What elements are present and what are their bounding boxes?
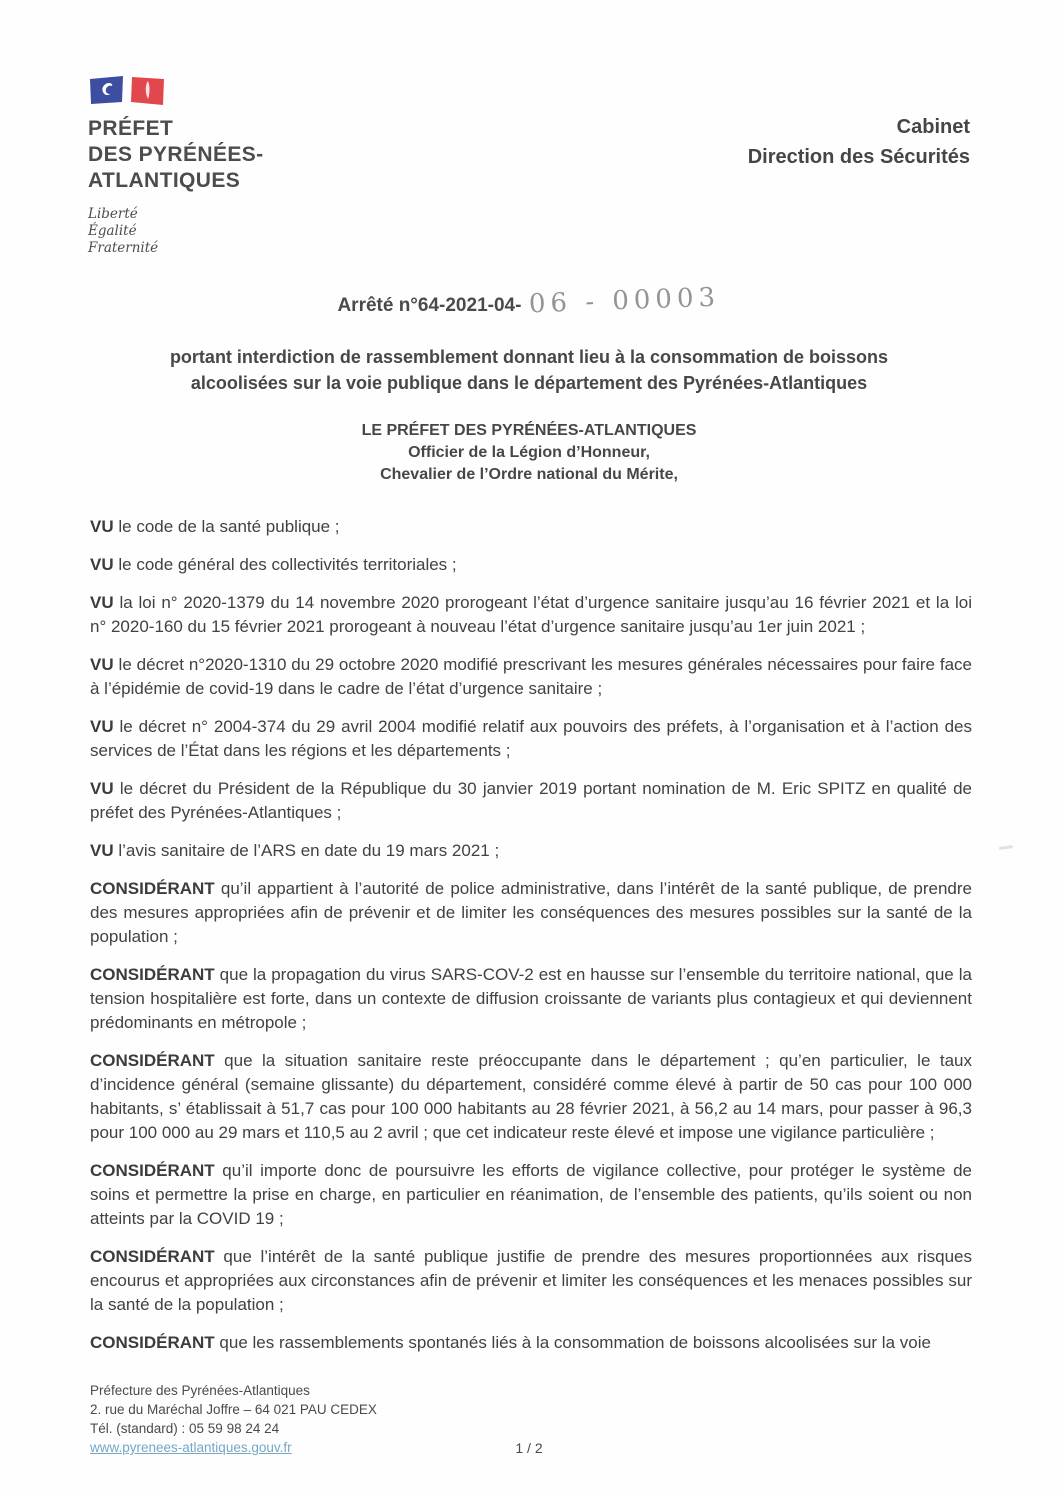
issuer-block: LE PRÉFET DES PYRÉNÉES-ATLANTIQUES Officier de la Légion d’Honneur, Chevalier de l’Ordre national du Mérite, <box>361 422 697 483</box>
paragraph-text: que la situation sanitaire reste préoccupante dans le département ; qu’en particulier, le taux d’incidence général (semaine glissante) du département, considéré comme élevé à partir de 50 cas pour 100 000 habitants, s’ établissait à 51,7 cas pour 100 000 habitants au 28 février 2021, à 56,2 au 14 mars, pour passer à 96,3 pour 100 000 au 29 mars et 110,5 au 2 avril ; que cet indicateur reste élevé et impose une vigilance particulière ; <box>90 1051 972 1142</box>
decree-number-handwritten: 06 - 00003 <box>528 282 721 320</box>
paragraph-lead: VU <box>90 517 114 536</box>
footer-address: Préfecture des Pyrénées-Atlantiques 2. rue du Maréchal Joffre – 64 021 PAU CEDEX Tél. (standard) : 05 59 98 24 24 <box>90 1383 377 1436</box>
paragraph-text: l’avis sanitaire de l’ARS en date du 19 mars 2021 ; <box>118 841 500 860</box>
paragraph-text: que l’intérêt de la santé publique justifie de prendre des mesures proportionnées aux risques encourus et appropriées aux circonstances afin de prévenir et limiter les conséquences et les menaces possibles sur la santé de la population ; <box>90 1247 972 1314</box>
footer-website-link[interactable]: www.pyrenees-atlantiques.gouv.fr <box>90 1440 292 1455</box>
paragraph-text: la loi n° 2020-1379 du 14 novembre 2020 prorogeant l’état d’urgence sanitaire jusqu’au 16 février 2021 et la loi n° 2020-160 du 15 février 2021 prorogeant à nouveau l’état d’urgence sanitaire jusqu’au 1er juin 2021 ; <box>90 593 972 636</box>
agency-name: PRÉFET DES PYRÉNÉES- ATLANTIQUES <box>88 117 264 192</box>
page-indicator: 1 / 2 <box>515 1440 543 1456</box>
footer-block <box>90 1381 377 1457</box>
issuing-office: Cabinet Direction des Sécurités <box>747 116 970 168</box>
paragraph-lead: VU <box>90 593 114 612</box>
body-paragraph <box>90 963 972 1035</box>
paragraph-text: le décret n° 2004-374 du 29 avril 2004 modifié relatif aux pouvoirs des préfets, à l’organisation et à l’action des services de l’État dans les régions et les départements ; <box>90 717 972 760</box>
paragraph-text: que les rassemblements spontanés liés à la consommation de boissons alcoolisées sur la voie <box>219 1333 931 1352</box>
scan-artifact-dash <box>999 845 1013 850</box>
body-paragraph <box>90 1159 972 1231</box>
french-flag-icon <box>90 76 166 108</box>
paragraph-lead: VU <box>90 841 114 860</box>
body-paragraph <box>90 1331 972 1355</box>
body-paragraph <box>90 1049 972 1145</box>
prefecture-logo-block <box>88 76 408 257</box>
paragraph-text: qu’il appartient à l’autorité de police administrative, dans l’intérêt de la santé publique, de prendre des mesures appropriées afin de prévenir et de limiter les conséquences des mesures possibles sur la santé de la population ; <box>90 879 972 946</box>
paragraph-text: que la propagation du virus SARS-COV-2 est en hausse sur l’ensemble du territoire national, que la tension hospitalière est forte, dans un contexte de diffusion croissante de variants plus contagieux et qui deviennent prédominants en métropole ; <box>90 965 972 1032</box>
paragraph-lead: CONSIDÉRANT <box>90 1247 215 1266</box>
body-paragraph <box>90 715 972 763</box>
body-paragraph <box>90 839 972 863</box>
body-paragraph <box>90 777 972 825</box>
paragraph-text: qu’il importe donc de poursuivre les efforts de vigilance collective, pour protéger le système de soins et permettre la prise en charge, en particulier en réanimation, de l’ensemble des patients, qu’ils soient ou non atteints par la COVID 19 ; <box>90 1161 972 1228</box>
decree-number-printed: Arrêté n°64-2021-04- <box>337 295 522 316</box>
body-paragraph <box>90 653 972 701</box>
body-paragraph <box>90 515 972 539</box>
document-title <box>0 282 1058 320</box>
body-paragraph <box>90 877 972 949</box>
motto-liberte-egalite-fraternite: Liberté Égalité Fraternité <box>88 206 159 256</box>
paragraph-lead: VU <box>90 779 114 798</box>
paragraph-lead: CONSIDÉRANT <box>90 879 215 898</box>
paragraph-lead: CONSIDÉRANT <box>90 965 215 984</box>
body-paragraph <box>90 1245 972 1317</box>
paragraph-text: le code général des collectivités territoriales ; <box>118 555 457 574</box>
paragraph-lead: VU <box>90 555 114 574</box>
paragraph-lead: CONSIDÉRANT <box>90 1333 215 1352</box>
paragraph-lead: VU <box>90 717 114 736</box>
body-paragraph <box>90 591 972 639</box>
paragraph-text: le décret n°2020-1310 du 29 octobre 2020 modifié prescrivant les mesures générales nécessaires pour faire face à l’épidémie de covid-19 dans le cadre de l’état d’urgence sanitaire ; <box>90 655 972 698</box>
paragraph-text: le code de la santé publique ; <box>118 517 340 536</box>
body-paragraphs <box>90 515 972 1369</box>
document-subtitle: portant interdiction de rassemblement donnant lieu à la consommation de boissons alcoolisées sur la voie publique dans le département des Pyrénées-Atlantiques <box>169 347 889 393</box>
body-paragraph <box>90 553 972 577</box>
paragraph-lead: CONSIDÉRANT <box>90 1051 215 1070</box>
paragraph-text: le décret du Président de la République du 30 janvier 2019 portant nomination de M. Eric SPITZ en qualité de préfet des Pyrénées-Atlantiques ; <box>90 779 972 822</box>
paragraph-lead: VU <box>90 655 114 674</box>
paragraph-lead: CONSIDÉRANT <box>90 1161 215 1180</box>
